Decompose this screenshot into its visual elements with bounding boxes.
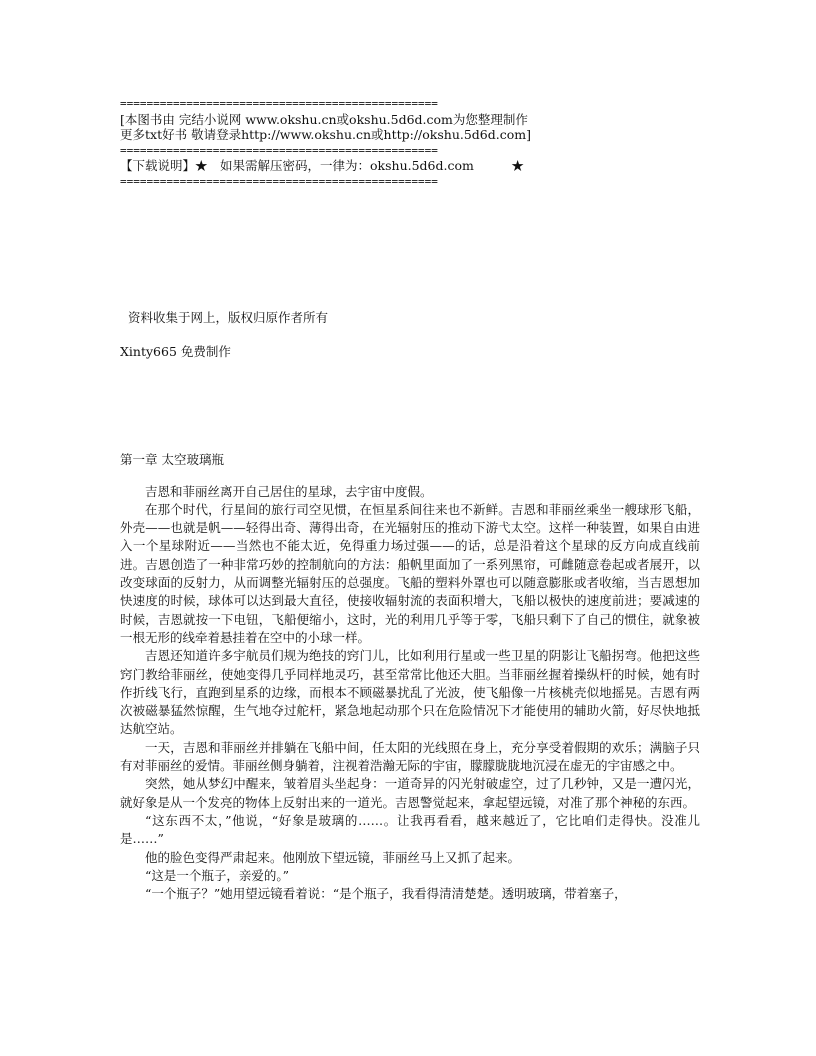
header-line-source: [本图书由 完结小说网 www.okshu.cn或okshu.5d6d.com为您整理制作 <box>120 111 528 127</box>
header-separator-bottom: ================================================ <box>120 174 438 188</box>
download-note: 【下载说明】★ 如果需解压密码，一律为：okshu.5d6d.com ★ <box>120 158 524 174</box>
paragraph: 吉恩还知道许多宇航员们规为绝技的窍门儿，比如利用行星或一些卫星的阴影让飞船拐弯。他把这些窍门教给菲丽丝，使她变得几乎同样地灵巧，甚至常常比他还大胆。当菲丽丝握着操纵杆的时候，她有时作折线飞行，直跑到星系的边缘，而根本不顾磁暴扰乱了光波，使飞船像一片核桃壳似地摇晃。吉恩有两次被磁暴猛然惊醒，生气地夺过舵杆，紧急地起动那个只在危险情况下才能使用的辅助火箭，好尽快地抵达航空站。 <box>120 648 700 737</box>
chapter-title: 第一章 太空玻璃瓶 <box>120 451 224 467</box>
paragraph: 突然，她从梦幻中醒来，皱着眉头坐起身：一道奇异的闪光射破虚空，过了几秒钟，又是一遭闪光，就好象是从一个发亮的物体上反射出来的一道光。吉恩警觉起来，拿起望远镜，对准了那个神秘的东西。 <box>120 776 700 810</box>
header-separator-middle: ================================================ <box>120 143 438 157</box>
paragraph: “这东西不太，”他说，“好象是玻璃的……。让我再看看，越来越近了，它比咱们走得快。没准儿是……” <box>120 812 700 847</box>
maker-credit: Xinty665 免费制作 <box>120 343 231 359</box>
paragraph: “一个瓶子？”她用望远镜看着说：“是个瓶子，我看得清清楚楚。透明玻璃，带着塞子， <box>145 886 627 902</box>
paragraph: 在那个时代，行星间的旅行司空见惯，在恒星系间往来也不新鲜。吉恩和菲丽丝乘坐一艘球形飞船，外壳——也就是帆——轻得出奇、薄得出奇，在光辐射压的推动下游弋太空。这样一种装置，如果自由进入一个星球附近——当然也不能太近，免得重力场过强——的话，总是沿着这个星球的反方向成直线前进。吉恩创造了一种非常巧妙的控制航向的方法：船帆里面加了一系列黑帘，可雌随意卷起或者展开，以改变球面的反射力，从而调整光辐射压的总强度。飞船的塑料外罩也可以随意膨胀或者收缩，当吉恩想加快速度的时候，球体可以达到最大直径，使接收辐射流的表面积增大，飞船以极快的速度前进；要减速的时候，吉恩就按一下电钮，飞船便缩小，这时，光的利用几乎等于零，飞船只剩下了自己的惯住，就象被一根无形的线牵着悬挂着在空中的小球一样。 <box>120 501 700 645</box>
paragraph: 他的脸色变得严肃起来。他刚放下望远镜，菲丽丝马上又抓了起来。 <box>145 849 521 865</box>
header-separator-top: ================================================ <box>120 97 438 110</box>
document-page <box>120 96 700 903</box>
paragraph: 吉恩和菲丽丝离开自己居住的星球，去宇宙中度假。 <box>145 483 433 499</box>
copyright-credit: 资料收集于网上，版权归原作者所有 <box>128 309 329 325</box>
paragraph: 一天，吉恩和菲丽丝并排躺在飞船中间，任太阳的光线照在身上，充分享受着假期的欢乐；满脑子只有对菲丽丝的爱情。菲丽丝侧身躺着，注视着浩瀚无际的宇宙，朦朦胧胧地沉浸在虚无的宇宙感之中。 <box>120 739 700 774</box>
header-line-more-books: 更多txt好书 敬请登录http://www.okshu.cn或http://okshu.5d6d.com] <box>120 127 531 143</box>
paragraph: “这是一个瓶子，亲爱的。” <box>145 867 290 883</box>
